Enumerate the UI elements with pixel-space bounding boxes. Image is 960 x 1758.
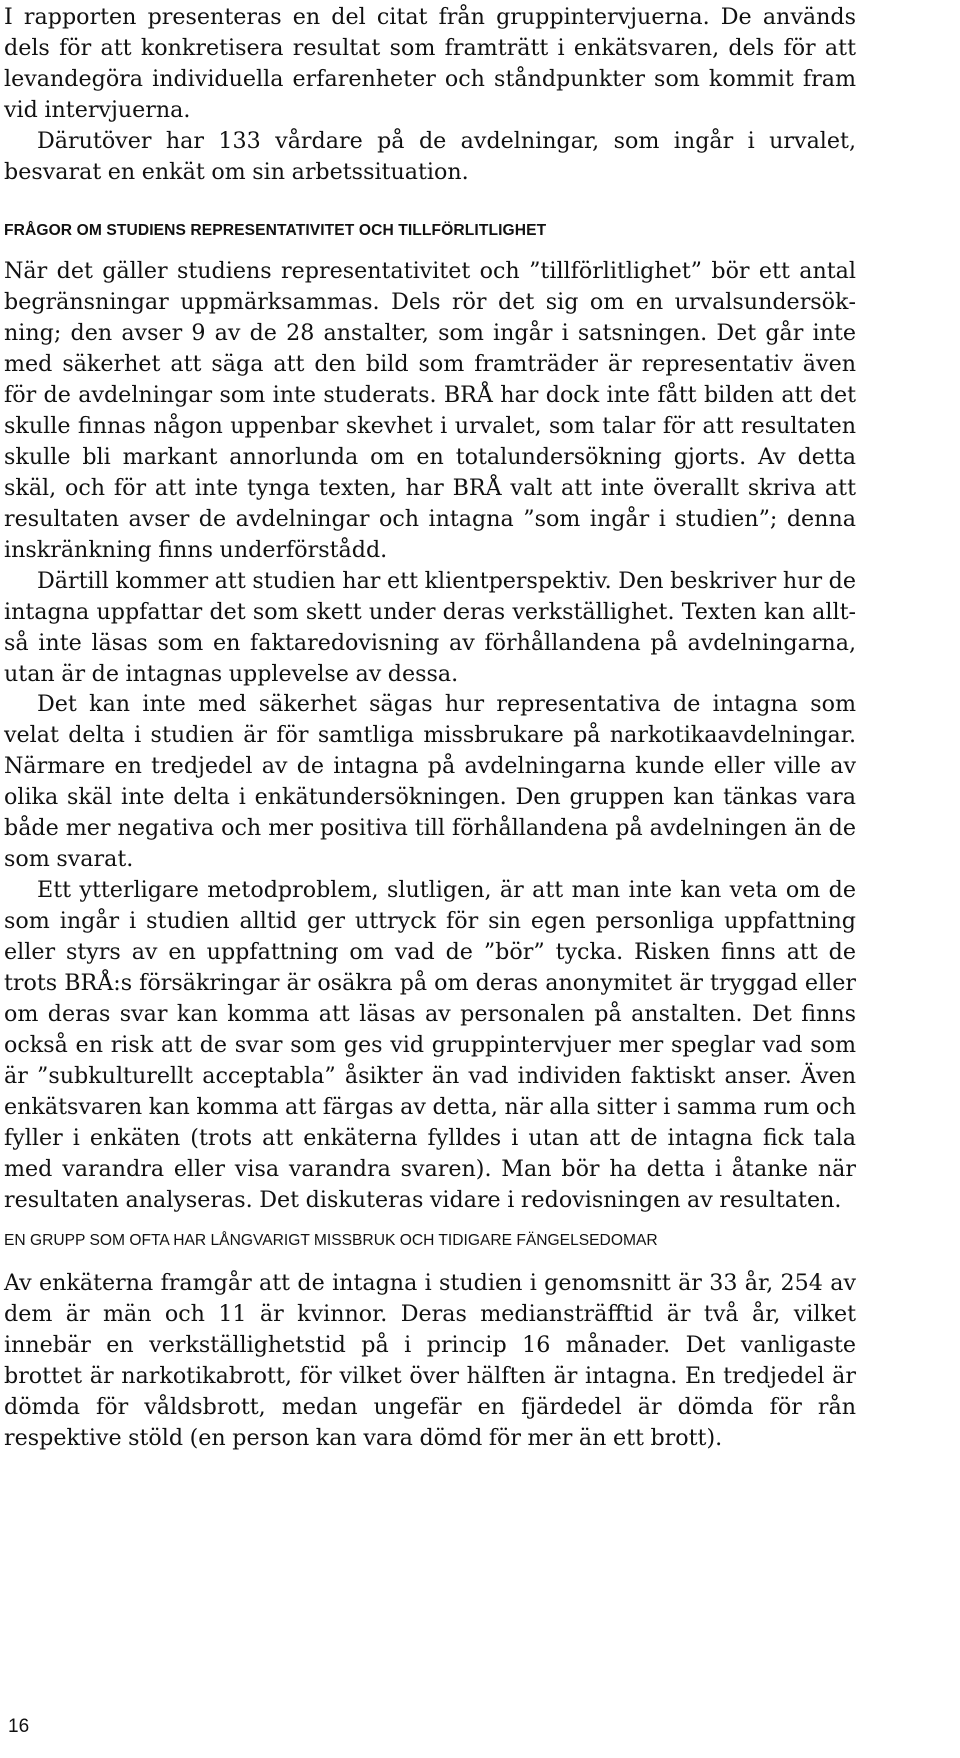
section-heading-group: EN GRUPP SOM OFTA HAR LÅNGVARIGT MISSBRUK OCH TIDIGARE FÄNGELSEDOMAR <box>4 1232 658 1249</box>
section1-paragraph-2: Därtill kommer att studien har ett klientperspektiv. Den beskriver hur de intagna uppfattar det som skett under deras verkställighet. Texten kan alltså inte läsas som en faktaredovisning av förhållandena på avdelningarna, utan är de intagnas upplevelse av dessa. <box>4 568 856 687</box>
page-number: 16 <box>8 1716 30 1737</box>
section1-paragraph-3: Det kan inte med säkerhet sägas hur representativa de intagna som velat delta i studien är för samtliga missbrukare på narkotikaavdelningar. Närmare en tredjedel av de intagna på avdelningarna kunde eller ville av olika skäl inte delta i enkätundersökningen. Den gruppen kan tänkas vara både mer negativa och mer positiva till förhållandena på avdelningen än de som svarat. <box>4 691 856 872</box>
intro-paragraph-2: Därutöver har 133 vårdare på de avdelningar, som ingår i urvalet, besvarat en enkät om sin arbetssituation. <box>4 128 856 185</box>
section-heading-representativity: FRÅGOR OM STUDIENS REPRESENTATIVITET OCH TILLFÖRLITLIGHET <box>4 222 547 239</box>
section1-paragraph-1: När det gäller studiens representativitet och ”tillförlitlighet” bör ett antal begränsningar uppmärksammas. Dels rör det sig om en urvalsundersökning; den avser 9 av de 28 anstalter, som ingår i satsningen. Det går inte med säkerhet att säga att den bild som framträder är representativ även för de avdelningar som inte studerats. BRÅ har dock inte fått bilden att det skulle finnas någon uppenbar skevhet i urvalet, som talar för att resultaten skulle bli markant annorlunda om en totalundersökning gjorts. Av detta skäl, och för att inte tynga texten, har BRÅ valt att inte överallt skriva att resultaten avser de avdelningar och intagna ”som ingår i studien”; denna inskränkning finns underförstådd. <box>4 258 856 563</box>
intro-paragraph-1: I rapporten presenteras en del citat från gruppintervjuerna. De används dels för att konkretisera resultat som framträtt i enkätsvaren, dels för att levandegöra individuella erfarenheter och ståndpunkter som kommit fram vid intervjuerna. <box>4 4 856 123</box>
section1-paragraph-4: Ett ytterligare metodproblem, slutligen, är att man inte kan veta om de som ingår i studien alltid ger uttryck för sin egen personliga uppfattning eller styrs av en uppfattning om vad de ”bör” tycka. Risken finns att de trots BRÅ:s försäkringar är osäkra på om deras anonymitet är tryggad eller om deras svar kan komma att läsas av personalen på anstalten. Det finns också en risk att de svar som ges vid gruppintervjuer mer speglar vad som är ”subkulturellt acceptabla” åsikter än vad individen faktiskt anser. Även enkätsvaren kan komma att färgas av detta, när alla sitter i samma rum och fyller i enkäten (trots att enkäterna fylldes i utan att de intagna fick tala med varandra eller visa varandra svaren). Man bör ha detta i åtanke när resultaten analyseras. Det diskuteras vidare i redovisningen av resultaten. <box>4 877 856 1213</box>
section2-paragraph-1: Av enkäterna framgår att de intagna i studien i genomsnitt är 33 år, 254 av dem är män och 11 är kvinnor. Deras mediansträfftid är två år, vilket innebär en verkställighetstid på i princip 16 månader. Det vanligaste brottet är narkotikabrott, för vilket över hälften är intagna. En tredjedel är dömda för våldsbrott, medan ungefär en fjärdedel är dömda för rån respektive stöld (en person kan vara dömd för mer än ett brott). <box>4 1270 856 1451</box>
